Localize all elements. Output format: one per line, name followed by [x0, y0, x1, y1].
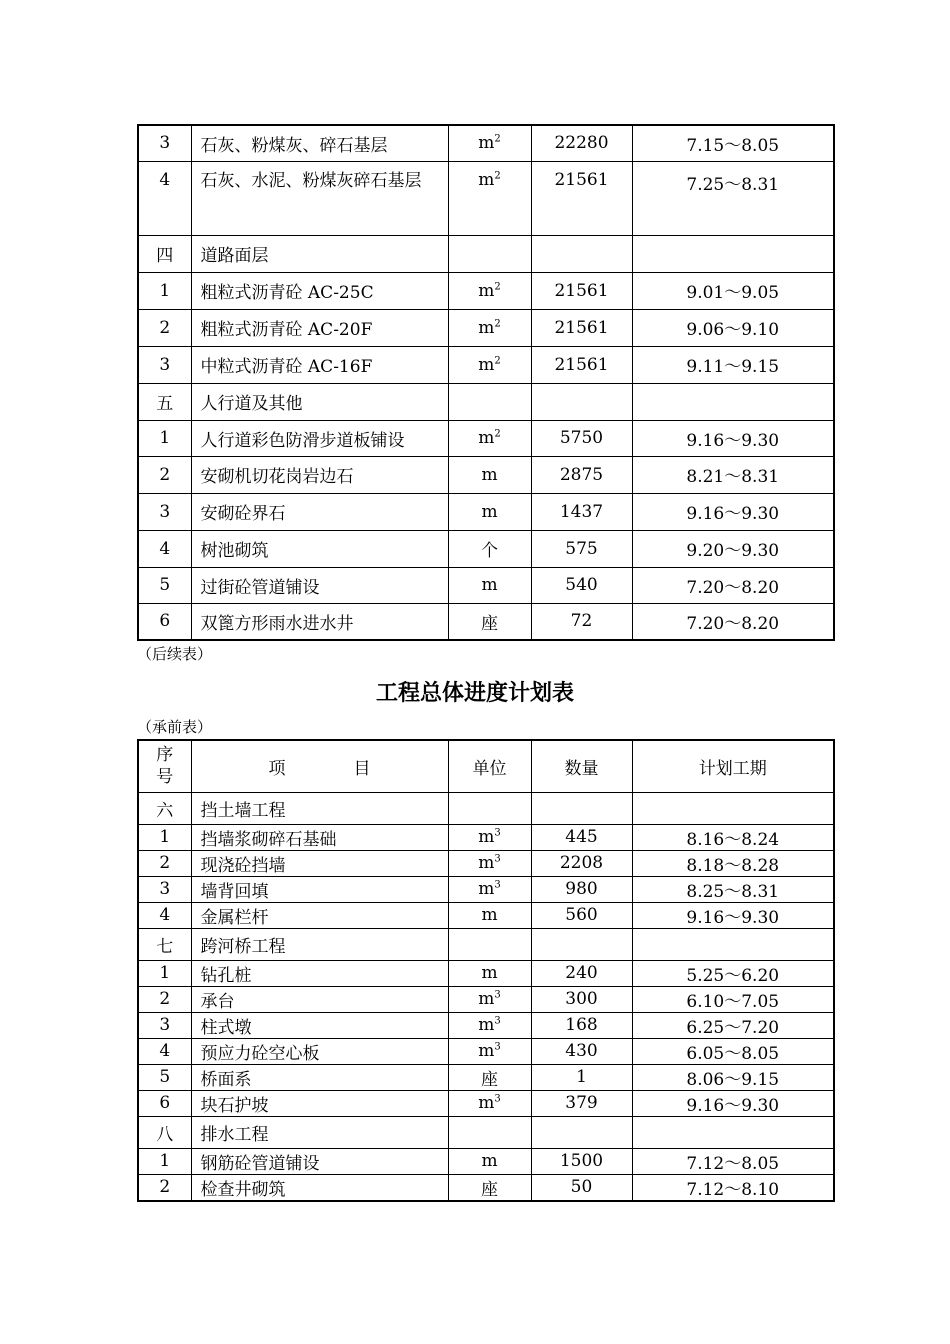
row-number: 5	[138, 1064, 191, 1090]
item-name: 块石护坡	[191, 1090, 448, 1116]
unit-cell	[448, 792, 531, 824]
unit-cell	[448, 603, 531, 640]
item-name: 粗粒式沥青砼 AC-20F	[191, 309, 448, 346]
column-header-unit: 单位	[448, 740, 531, 792]
column-header-quantity: 数量	[531, 740, 632, 792]
unit-cell	[448, 850, 531, 876]
planned-period: 7.12～8.10	[632, 1174, 834, 1201]
quantity: 50	[531, 1174, 632, 1201]
row-number: 6	[138, 603, 191, 640]
quantity: 540	[531, 567, 632, 603]
section-name: 挡土墙工程	[191, 792, 448, 824]
item-name: 检查井砌筑	[191, 1174, 448, 1201]
unit-cell	[448, 125, 531, 161]
unit: m	[478, 317, 495, 338]
row-number: 2	[138, 309, 191, 346]
unit: m	[481, 501, 498, 522]
row-number: 3	[138, 125, 191, 161]
quantity: 1500	[531, 1148, 632, 1174]
planned-period: 9.16～9.30	[632, 420, 834, 456]
unit-exponent: 3	[494, 1041, 501, 1053]
section-number: 七	[138, 928, 191, 960]
page-title: 工程总体进度计划表	[375, 681, 574, 706]
planned-period: 9.16～9.30	[632, 1090, 834, 1116]
unit-cell	[448, 272, 531, 309]
table-row	[138, 346, 834, 383]
unit: m	[478, 280, 495, 301]
table-row	[138, 960, 834, 986]
planned-period: 5.25～6.20	[632, 960, 834, 986]
item-name: 双篦方形雨水进水井	[191, 603, 448, 640]
planned-period: 6.05～8.05	[632, 1038, 834, 1064]
quantity: 22280	[531, 125, 632, 161]
unit-exponent: 3	[494, 1093, 501, 1105]
quantity: 21561	[531, 309, 632, 346]
row-number: 4	[138, 161, 191, 235]
section-number: 六	[138, 792, 191, 824]
quantity	[531, 928, 632, 960]
table-row	[138, 928, 834, 960]
carried-over-note: （承前表）	[137, 718, 213, 736]
table-row	[138, 1090, 834, 1116]
unit: m	[478, 428, 495, 448]
unit-exponent: 2	[494, 354, 501, 366]
unit-cell	[448, 346, 531, 383]
column-header-number	[138, 740, 191, 792]
unit: 座	[481, 1179, 498, 1200]
row-number: 3	[138, 346, 191, 383]
quantity: 21561	[531, 272, 632, 309]
quantity: 430	[531, 1038, 632, 1064]
row-number: 2	[138, 850, 191, 876]
unit: 座	[481, 613, 498, 634]
unit-exponent: 2	[494, 169, 501, 181]
item-name: 挡墙浆砌碎石基础	[191, 824, 448, 850]
table-row	[138, 792, 834, 824]
planned-period: 9.16～9.30	[632, 493, 834, 530]
table-row	[138, 1148, 834, 1174]
planned-period: 8.06～9.15	[632, 1064, 834, 1090]
section-number: 五	[138, 383, 191, 420]
row-number: 3	[138, 876, 191, 902]
planned-period	[632, 383, 834, 420]
column-header-period: 计划工期	[632, 740, 834, 792]
unit: 个	[481, 541, 498, 561]
table-row	[138, 161, 834, 235]
table-row	[138, 235, 834, 272]
quantity: 5750	[531, 420, 632, 456]
unit-exponent: 2	[494, 280, 501, 292]
unit-exponent: 3	[494, 827, 501, 839]
item-name: 金属栏杆	[191, 902, 448, 928]
table-row	[138, 272, 834, 309]
row-number: 4	[138, 1038, 191, 1064]
row-number: 1	[138, 272, 191, 309]
unit: m	[478, 1093, 495, 1113]
row-number: 1	[138, 960, 191, 986]
item-name: 树池砌筑	[191, 530, 448, 567]
unit: m	[478, 169, 495, 190]
quantity: 2208	[531, 850, 632, 876]
unit: m	[481, 1151, 498, 1171]
quantity: 300	[531, 986, 632, 1012]
quantity: 379	[531, 1090, 632, 1116]
quantity: 980	[531, 876, 632, 902]
row-number: 4	[138, 902, 191, 928]
section-name: 道路面层	[191, 235, 448, 272]
unit-exponent: 2	[494, 428, 501, 440]
quantity: 575	[531, 530, 632, 567]
unit-cell	[448, 902, 531, 928]
table-row	[138, 1116, 834, 1148]
unit-cell	[448, 928, 531, 960]
table-row	[138, 383, 834, 420]
column-header-item: 项 目	[191, 740, 448, 792]
table-row	[138, 1174, 834, 1201]
quantity: 1437	[531, 493, 632, 530]
planned-period: 8.21～8.31	[632, 456, 834, 493]
unit-cell	[448, 876, 531, 902]
row-number: 1	[138, 1148, 191, 1174]
header-number-line-1: 序	[156, 745, 174, 766]
table-row	[138, 1038, 834, 1064]
item-name: 柱式墩	[191, 1012, 448, 1038]
quantity: 445	[531, 824, 632, 850]
planned-period: 7.20～8.20	[632, 603, 834, 640]
unit-cell	[448, 1090, 531, 1116]
unit-cell	[448, 383, 531, 420]
quantity: 21561	[531, 346, 632, 383]
item-name: 桥面系	[191, 1064, 448, 1090]
planned-period: 8.18～8.28	[632, 850, 834, 876]
row-number: 1	[138, 420, 191, 456]
planned-period: 9.01～9.05	[632, 272, 834, 309]
table-row	[138, 493, 834, 530]
unit-exponent: 3	[494, 853, 501, 865]
item-name: 石灰、水泥、粉煤灰碎石基层	[191, 161, 448, 235]
table-row	[138, 125, 834, 161]
item-name: 过街砼管道铺设	[191, 567, 448, 603]
unit-cell	[448, 824, 531, 850]
unit-cell	[448, 986, 531, 1012]
unit: m	[478, 133, 495, 154]
planned-period: 7.12～8.05	[632, 1148, 834, 1174]
unit-cell	[448, 493, 531, 530]
unit: 座	[481, 1069, 498, 1090]
quantity: 72	[531, 603, 632, 640]
quantity: 2875	[531, 456, 632, 493]
planned-period: 6.10～7.05	[632, 986, 834, 1012]
unit: m	[481, 963, 498, 983]
item-name: 承台	[191, 986, 448, 1012]
item-name: 安砌砼界石	[191, 493, 448, 530]
unit: m	[478, 827, 495, 847]
continued-note: （后续表）	[137, 645, 213, 663]
unit-exponent: 2	[494, 133, 501, 145]
unit-cell	[448, 567, 531, 603]
unit-cell	[448, 309, 531, 346]
table-row	[138, 456, 834, 493]
table-header-row	[138, 740, 834, 792]
unit-exponent: 2	[494, 317, 501, 329]
quantity	[531, 383, 632, 420]
planned-period: 9.20～9.30	[632, 530, 834, 567]
planned-period	[632, 235, 834, 272]
item-name: 钻孔桩	[191, 960, 448, 986]
item-name: 预应力砼空心板	[191, 1038, 448, 1064]
planned-period: 9.11～9.15	[632, 346, 834, 383]
quantity	[531, 792, 632, 824]
row-number: 3	[138, 1012, 191, 1038]
unit-cell	[448, 1148, 531, 1174]
table-row	[138, 603, 834, 640]
planned-period: 9.06～9.10	[632, 309, 834, 346]
item-name: 粗粒式沥青砼 AC-25C	[191, 272, 448, 309]
unit-cell	[448, 456, 531, 493]
quantity: 240	[531, 960, 632, 986]
table-row	[138, 850, 834, 876]
row-number: 1	[138, 824, 191, 850]
unit: m	[478, 1041, 495, 1061]
table-row	[138, 1064, 834, 1090]
planned-period: 7.25～8.31	[632, 161, 834, 235]
row-number: 4	[138, 530, 191, 567]
table-row	[138, 309, 834, 346]
planned-period	[632, 792, 834, 824]
table-row	[138, 420, 834, 456]
item-name: 现浇砼挡墙	[191, 850, 448, 876]
unit: m	[478, 853, 495, 873]
unit-cell	[448, 1038, 531, 1064]
planned-period: 8.16～8.24	[632, 824, 834, 850]
header-number-line-2: 号	[156, 767, 174, 788]
unit: m	[478, 989, 495, 1009]
row-number: 2	[138, 456, 191, 493]
section-number: 四	[138, 235, 191, 272]
section-name: 人行道及其他	[191, 383, 448, 420]
row-number: 3	[138, 493, 191, 530]
unit-cell	[448, 1116, 531, 1148]
table-row	[138, 1012, 834, 1038]
item-name: 中粒式沥青砼 AC-16F	[191, 346, 448, 383]
unit-cell	[448, 1064, 531, 1090]
planned-period: 6.25～7.20	[632, 1012, 834, 1038]
schedule-table-continued	[137, 124, 835, 641]
table-row	[138, 567, 834, 603]
unit: m	[481, 464, 498, 485]
section-number: 八	[138, 1116, 191, 1148]
unit: m	[481, 575, 498, 595]
section-name: 跨河桥工程	[191, 928, 448, 960]
planned-period	[632, 928, 834, 960]
item-name: 人行道彩色防滑步道板铺设	[191, 420, 448, 456]
item-name: 安砌机切花岗岩边石	[191, 456, 448, 493]
unit-cell	[448, 1012, 531, 1038]
planned-period: 9.16～9.30	[632, 902, 834, 928]
quantity: 560	[531, 902, 632, 928]
unit-cell	[448, 530, 531, 567]
planned-period: 7.15～8.05	[632, 125, 834, 161]
quantity	[531, 235, 632, 272]
unit-exponent: 3	[494, 1015, 501, 1027]
planned-period	[632, 1116, 834, 1148]
unit-cell	[448, 235, 531, 272]
planned-period: 7.20～8.20	[632, 567, 834, 603]
row-number: 2	[138, 986, 191, 1012]
table-row	[138, 986, 834, 1012]
table-row	[138, 530, 834, 567]
unit: m	[478, 354, 495, 375]
row-number: 5	[138, 567, 191, 603]
row-number: 2	[138, 1174, 191, 1201]
unit-exponent: 3	[494, 989, 501, 1001]
unit: m	[478, 879, 495, 899]
row-number: 6	[138, 1090, 191, 1116]
planned-period: 8.25～8.31	[632, 876, 834, 902]
table-row	[138, 876, 834, 902]
quantity	[531, 1116, 632, 1148]
unit: m	[481, 905, 498, 925]
quantity: 1	[531, 1064, 632, 1090]
unit-cell	[448, 1174, 531, 1201]
unit: m	[478, 1015, 495, 1035]
table-row	[138, 824, 834, 850]
unit-cell	[448, 420, 531, 456]
item-name: 墙背回填	[191, 876, 448, 902]
item-name: 石灰、粉煤灰、碎石基层	[191, 125, 448, 161]
unit-cell	[448, 960, 531, 986]
schedule-table	[137, 739, 835, 1202]
table-row	[138, 902, 834, 928]
unit-cell	[448, 161, 531, 235]
quantity: 21561	[531, 161, 632, 235]
unit-exponent: 3	[494, 879, 501, 891]
quantity: 168	[531, 1012, 632, 1038]
item-name: 钢筋砼管道铺设	[191, 1148, 448, 1174]
section-name: 排水工程	[191, 1116, 448, 1148]
